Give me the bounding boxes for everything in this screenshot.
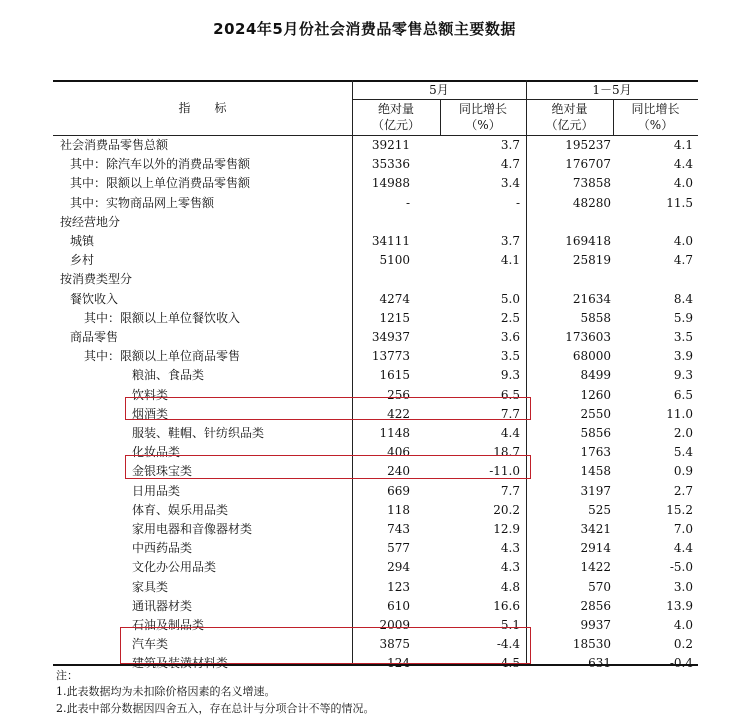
header-yoy-may-line2: （%） <box>465 118 501 132</box>
row-label: 石油及制品类 <box>132 618 205 632</box>
value-janmay-yoy: 9.3 <box>673 368 693 383</box>
row-label: 按消费类型分 <box>60 272 133 287</box>
header-abs-may-line1: 绝对量 <box>377 102 414 116</box>
header-abs-janmay-line2: （亿元） <box>545 118 594 132</box>
value-janmay-yoy: 4.4 <box>673 157 693 172</box>
value-may-abs: 1148 <box>379 426 410 440</box>
table-row <box>0 174 729 193</box>
value-may-yoy: -11.0 <box>489 464 520 479</box>
value-janmay-abs: 2914 <box>580 541 611 556</box>
header-abs-janmay-line1: 绝对量 <box>551 102 588 116</box>
value-may-abs: 1615 <box>379 368 410 383</box>
value-may-yoy: 18.7 <box>493 445 520 460</box>
row-label: 服装、鞋帽、针纺织品类 <box>132 426 265 440</box>
header-abs-may-line2: （亿元） <box>371 118 420 132</box>
value-janmay-yoy: 13.9 <box>666 598 693 613</box>
notes-head: 注： <box>56 669 78 682</box>
row-label: 其中：除汽车以外的消费品零售额 <box>70 157 251 172</box>
value-may-abs: 422 <box>387 406 410 421</box>
row-label: 金银珠宝类 <box>132 464 193 479</box>
value-janmay-yoy: 4.7 <box>673 253 693 268</box>
value-may-yoy: 6.5 <box>500 387 520 402</box>
value-may-yoy: -4.5 <box>496 656 520 671</box>
value-janmay-yoy: 6.5 <box>673 387 693 402</box>
value-may-abs: 35336 <box>371 157 410 172</box>
table-row <box>0 347 729 366</box>
value-janmay-yoy: -5.0 <box>669 560 693 575</box>
table-row <box>0 290 729 309</box>
header-may: 5月 <box>429 83 449 97</box>
value-may-abs: 1215 <box>379 310 410 325</box>
table-row <box>0 270 729 289</box>
value-janmay-abs: 2550 <box>580 406 611 421</box>
value-may-abs: 13773 <box>371 349 410 364</box>
value-janmay-yoy: 15.2 <box>666 502 693 517</box>
value-may-abs: 256 <box>387 387 410 402</box>
row-label: 体育、娱乐用品类 <box>132 502 229 517</box>
value-janmay-yoy: 4.4 <box>673 541 693 556</box>
header-yoy-janmay <box>613 101 698 133</box>
value-may-yoy: 2.5 <box>500 310 520 325</box>
row-label: 社会消费品零售总额 <box>60 138 169 152</box>
value-may-yoy: 4.3 <box>500 560 520 575</box>
value-may-yoy: -4.4 <box>496 637 520 652</box>
table-row <box>0 539 729 558</box>
value-janmay-yoy: 2.7 <box>673 483 693 498</box>
highlight-box-auto-building <box>120 627 531 664</box>
value-may-yoy: 5.0 <box>500 291 520 306</box>
row-label: 家具类 <box>132 579 169 594</box>
row-label: 其中：限额以上单位商品零售 <box>84 349 241 364</box>
value-may-abs: 610 <box>387 598 410 613</box>
value-may-yoy: 3.7 <box>500 234 520 248</box>
table-row <box>0 232 729 251</box>
value-may-yoy: 4.1 <box>500 253 520 268</box>
value-janmay-abs: 21634 <box>572 291 611 306</box>
value-may-abs: 4274 <box>379 291 410 306</box>
value-janmay-abs: 1763 <box>580 445 611 460</box>
table-row <box>0 309 729 328</box>
table-row <box>0 328 729 347</box>
value-janmay-abs: 525 <box>588 502 611 517</box>
value-may-abs: 2009 <box>379 618 410 632</box>
value-janmay-yoy: 5.4 <box>673 445 693 460</box>
value-janmay-abs: 3421 <box>580 522 611 536</box>
header-indicator: 指 标 <box>178 101 227 115</box>
value-may-abs: 294 <box>387 560 410 575</box>
header-abs-janmay <box>526 101 613 133</box>
value-janmay-abs: 176707 <box>565 157 611 172</box>
value-janmay-abs: 5858 <box>580 310 611 325</box>
highlight-box-tobacco-alcohol <box>125 397 531 420</box>
value-janmay-yoy: 7.0 <box>673 522 693 536</box>
value-janmay-yoy: 2.0 <box>673 426 693 440</box>
value-may-abs: 118 <box>387 502 410 517</box>
table-row <box>0 520 729 539</box>
highlight-box-gold-jewelry <box>125 455 531 479</box>
value-may-abs: 39211 <box>371 138 410 152</box>
value-may-yoy: 4.4 <box>500 426 520 440</box>
value-may-yoy: 12.9 <box>493 522 520 536</box>
value-janmay-abs: 173603 <box>565 330 611 344</box>
value-may-yoy: 3.5 <box>500 349 520 364</box>
value-may-yoy: 5.1 <box>500 618 520 632</box>
value-janmay-abs: 1260 <box>580 387 611 402</box>
row-label: 化妆品类 <box>132 445 181 460</box>
value-may-abs: 5100 <box>379 253 410 268</box>
value-janmay-abs: 48280 <box>572 195 611 210</box>
table-row <box>0 194 729 213</box>
value-may-abs: 669 <box>387 483 410 498</box>
value-janmay-yoy: 4.0 <box>673 618 693 632</box>
value-may-abs: 406 <box>387 445 410 460</box>
value-janmay-abs: 18530 <box>572 637 611 652</box>
value-may-abs: 577 <box>387 541 410 556</box>
row-label: 粮油、食品类 <box>132 368 205 383</box>
row-label: 其中：限额以上单位餐饮收入 <box>84 310 241 325</box>
value-janmay-abs: 1422 <box>580 560 611 575</box>
table-row <box>0 251 729 270</box>
value-janmay-yoy: 11.0 <box>666 406 693 421</box>
table-row <box>0 155 729 174</box>
header-yoy-janmay-line1: 同比增长 <box>631 102 680 116</box>
header-yoy-janmay-line2: （%） <box>637 118 674 132</box>
table-row <box>0 366 729 385</box>
value-janmay-abs: 169418 <box>565 234 611 248</box>
value-may-abs: 34111 <box>371 234 410 248</box>
value-janmay-abs: 570 <box>588 579 611 594</box>
row-label: 中西药品类 <box>132 541 193 556</box>
value-janmay-yoy: 5.9 <box>673 310 693 325</box>
value-janmay-yoy: -0.4 <box>669 656 693 671</box>
note-1: 1.此表数据均为未扣除价格因素的名义增速。 <box>56 685 276 698</box>
value-janmay-yoy: 4.0 <box>673 234 693 248</box>
table-row <box>0 424 729 443</box>
value-janmay-yoy: 11.5 <box>666 195 693 210</box>
table-row <box>0 136 729 155</box>
row-label: 按经营地分 <box>60 214 121 229</box>
value-may-abs: 14988 <box>371 176 410 191</box>
row-label: 汽车类 <box>132 637 169 652</box>
note-2: 2.此表中部分数据因四舍五入，存在总计与分项合计不等的情况。 <box>56 702 375 715</box>
table-row <box>0 578 729 597</box>
value-janmay-abs: 3197 <box>580 483 611 498</box>
value-may-yoy: 3.7 <box>500 138 520 152</box>
value-janmay-yoy: 4.1 <box>673 138 693 152</box>
value-may-yoy: 3.4 <box>500 176 520 191</box>
value-may-yoy: 20.2 <box>493 502 520 517</box>
value-may-yoy: 16.6 <box>493 598 520 613</box>
table-row <box>0 558 729 577</box>
row-label: 家用电器和音像器材类 <box>132 522 253 536</box>
row-label: 城镇 <box>70 234 95 248</box>
row-label: 乡村 <box>70 253 95 268</box>
header-jan-may: 1－5月 <box>592 83 632 97</box>
value-may-abs: 124 <box>387 656 410 671</box>
value-janmay-abs: 9937 <box>580 618 611 632</box>
table-row <box>0 501 729 520</box>
value-may-yoy: 4.8 <box>500 579 520 594</box>
value-janmay-yoy: 0.2 <box>673 637 693 652</box>
value-may-abs: 34937 <box>371 330 410 344</box>
value-may-yoy: 3.6 <box>500 330 520 344</box>
table-row <box>0 597 729 616</box>
value-janmay-abs: 73858 <box>572 176 611 191</box>
value-may-abs: 3875 <box>379 637 410 652</box>
row-label: 烟酒类 <box>132 406 169 421</box>
value-may-abs: 240 <box>387 464 410 479</box>
row-label: 建筑及装潢材料类 <box>132 656 229 671</box>
value-janmay-yoy: 3.5 <box>673 330 693 344</box>
row-label: 通讯器材类 <box>132 598 193 613</box>
value-may-abs: 743 <box>387 522 410 536</box>
value-may-yoy: 4.7 <box>500 157 520 172</box>
value-janmay-yoy: 0.9 <box>673 464 693 479</box>
value-janmay-abs: 631 <box>588 656 611 671</box>
header-yoy-may-line1: 同比增长 <box>458 102 507 116</box>
header-abs-may <box>352 101 440 133</box>
row-label: 餐饮收入 <box>70 291 119 306</box>
table-row <box>0 213 729 232</box>
value-janmay-abs: 195237 <box>565 138 611 152</box>
value-may-yoy: 9.3 <box>500 368 520 383</box>
row-label: 文化办公用品类 <box>132 560 217 575</box>
row-label: 商品零售 <box>70 330 119 344</box>
value-may-yoy: 7.7 <box>500 483 520 498</box>
row-label: 其中：限额以上单位消费品零售额 <box>70 176 251 191</box>
table-row <box>0 482 729 501</box>
value-janmay-abs: 25819 <box>572 253 611 268</box>
header-yoy-may <box>440 101 526 133</box>
value-may-yoy: 7.7 <box>500 406 520 421</box>
value-janmay-yoy: 3.9 <box>673 349 693 364</box>
value-janmay-abs: 5856 <box>580 426 611 440</box>
value-janmay-abs: 2856 <box>580 598 611 613</box>
row-label: 日用品类 <box>132 483 181 498</box>
value-janmay-abs: 1458 <box>580 464 611 479</box>
value-may-yoy: - <box>515 195 520 210</box>
row-label: 饮料类 <box>132 387 169 402</box>
value-janmay-abs: 8499 <box>580 368 611 383</box>
value-may-yoy: 4.3 <box>500 541 520 556</box>
value-may-abs: 123 <box>387 579 410 594</box>
value-janmay-yoy: 8.4 <box>673 291 693 306</box>
header-sub-rule <box>352 99 698 100</box>
value-janmay-abs: 68000 <box>572 349 611 364</box>
row-label: 其中：实物商品网上零售额 <box>70 195 215 210</box>
value-janmay-yoy: 3.0 <box>673 579 693 594</box>
value-may-abs: - <box>405 195 410 210</box>
value-janmay-yoy: 4.0 <box>673 176 693 191</box>
page-title: 2024年5月份社会消费品零售总额主要数据 <box>213 20 516 38</box>
